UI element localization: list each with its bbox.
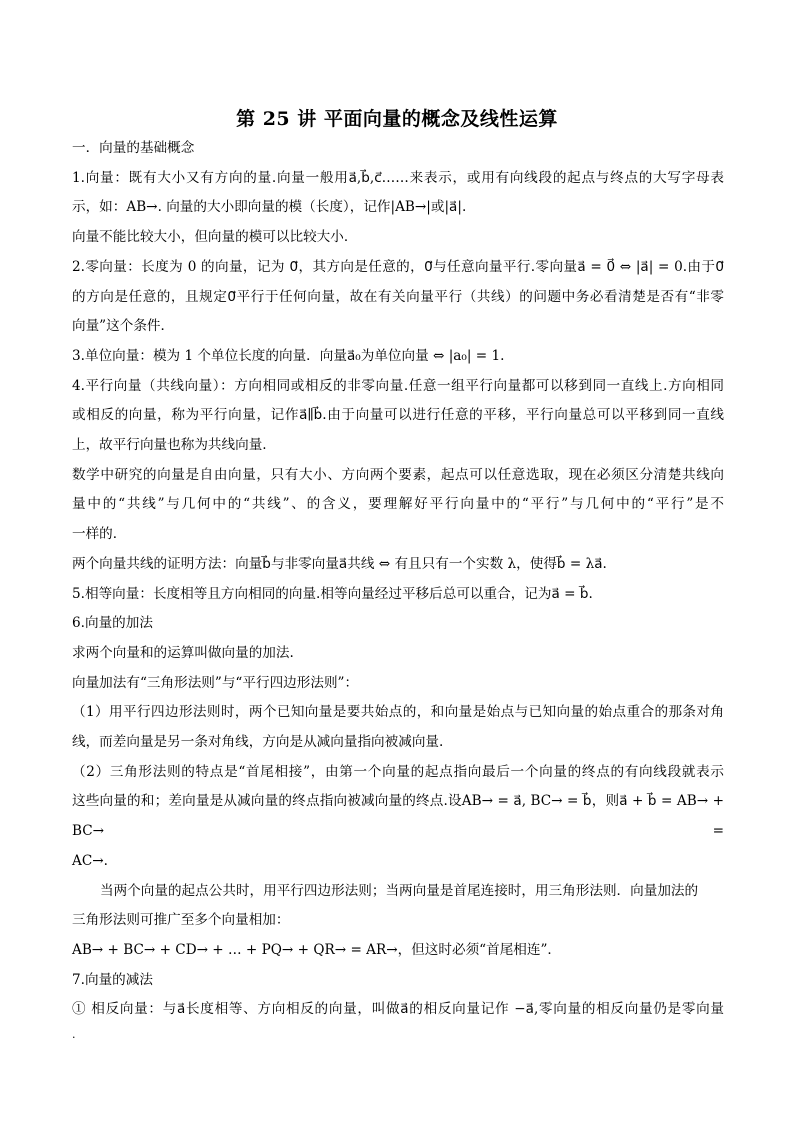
- paragraph-line: 上，故平行向量也称为共线向量.: [72, 437, 267, 454]
- paragraph-line: 当两个向量的起点公共时，用平行四边形法则；当两向量是首尾连接时，用三角形法则．向量加法的: [100, 882, 699, 899]
- paragraph-line: 这些向量的和；差向量是从减向量的终点指向被减向量的终点.设AB→ = a⃗, BC→ = b⃗，则a⃗ + b⃗ = AB→ + BC→ =: [72, 793, 724, 840]
- paragraph-line: 线，而差向量是另一条对角线，方向是从减向量指向被减向量.: [72, 734, 444, 751]
- paragraph-line: 的方向是任意的，且规定0⃗平行于任何向量，故在有关向量平行（共线）的问题中务必看清楚是否有“非零: [72, 288, 724, 305]
- paragraph-line: 2.零向量：长度为 0 的向量，记为 0⃗，其方向是任意的，0⃗与任意向量平行.零向量a⃗ = 0⃗ ⇔ |a⃗| = 0.由于0⃗: [72, 258, 724, 275]
- paragraph-line: 两个向量共线的证明方法：向量b⃗与非零向量a⃗共线 ⇔ 有且只有一个实数 λ，使得b⃗ = λa⃗.: [72, 555, 607, 572]
- document-body: [72, 134, 724, 1045]
- paragraph-line: 三角形法则可推广至多个向量相加：: [72, 912, 290, 929]
- paragraph-line: 求两个向量和的运算叫做向量的加法.: [72, 644, 294, 661]
- paragraph-line: 5.相等向量：长度相等且方向相同的向量.相等向量经过平移后总可以重合，记为a⃗ = b⃗.: [72, 585, 593, 602]
- section-heading: 6.向量的加法: [72, 615, 153, 632]
- formula-line: AB→ + BC→ + CD→ + … + PQ→ + QR→ = AR→，但这时必须“首尾相连”．: [72, 941, 562, 958]
- paragraph-line: （2）三角形法则的特点是“首尾相接”，由第一个向量的起点指向最后一个向量的终点的有向线段就表示: [72, 763, 724, 780]
- paragraph-line: .: [72, 1028, 76, 1042]
- paragraph-line: 1.向量：既有大小又有方向的量.向量一般用a⃗,b⃗,c⃗……来表示，或用有向线段的起点与终点的大写字母表: [72, 169, 724, 186]
- page-title: 第 25 讲 平面向量的概念及线性运算: [236, 108, 558, 130]
- paragraph-line: ① 相反向量：与a⃗长度相等、方向相反的向量，叫做a⃗的相反向量记作 −a⃗,零向量的相反向量仍是零向量: [72, 1001, 724, 1018]
- paragraph-line: 向量”这个条件．: [72, 318, 175, 335]
- paragraph-line: AC→.: [72, 852, 108, 869]
- section-heading: 7.向量的减法: [72, 971, 153, 988]
- paragraph-line: 3.单位向量：模为 1 个单位长度的向量．向量a⃗₀为单位向量 ⇔ |a₀| = 1.: [72, 347, 505, 364]
- section-heading: 一．向量的基础概念: [72, 140, 195, 156]
- paragraph-line: 向量不能比较大小，但向量的模可以比较大小．: [72, 229, 358, 246]
- paragraph-line: （1）用平行四边形法则时，两个已知向量是要共始点的，和向量是始点与已知向量的始点重合的那条对角: [72, 704, 724, 721]
- paragraph-line: 向量加法有“三角形法则”与“平行四边形法则”：: [72, 674, 359, 691]
- paragraph-line: 或相反的向量，称为平行向量，记作a⃗∥b⃗.由于向量可以进行任意的平移，平行向量总可以平移到同一直线: [72, 407, 724, 424]
- paragraph-line: 数学中研究的向量是自由向量，只有大小、方向两个要素，起点可以任意选取，现在必须区分清楚共线向: [72, 466, 724, 483]
- paragraph-line: 示，如：AB→. 向量的大小即向量的模（长度），记作|AB→|或|a⃗|.: [72, 199, 467, 216]
- paragraph-line: 4.平行向量（共线向量）：方向相同或相反的非零向量.任意一组平行向量都可以移到同一直线上.方向相同: [72, 377, 724, 394]
- paragraph-line: 量中的“共线”与几何中的“共线”、的含义，要理解好平行向量中的“平行”与几何中的“平行”是不: [72, 496, 724, 513]
- paragraph-line: 一样的．: [72, 526, 127, 543]
